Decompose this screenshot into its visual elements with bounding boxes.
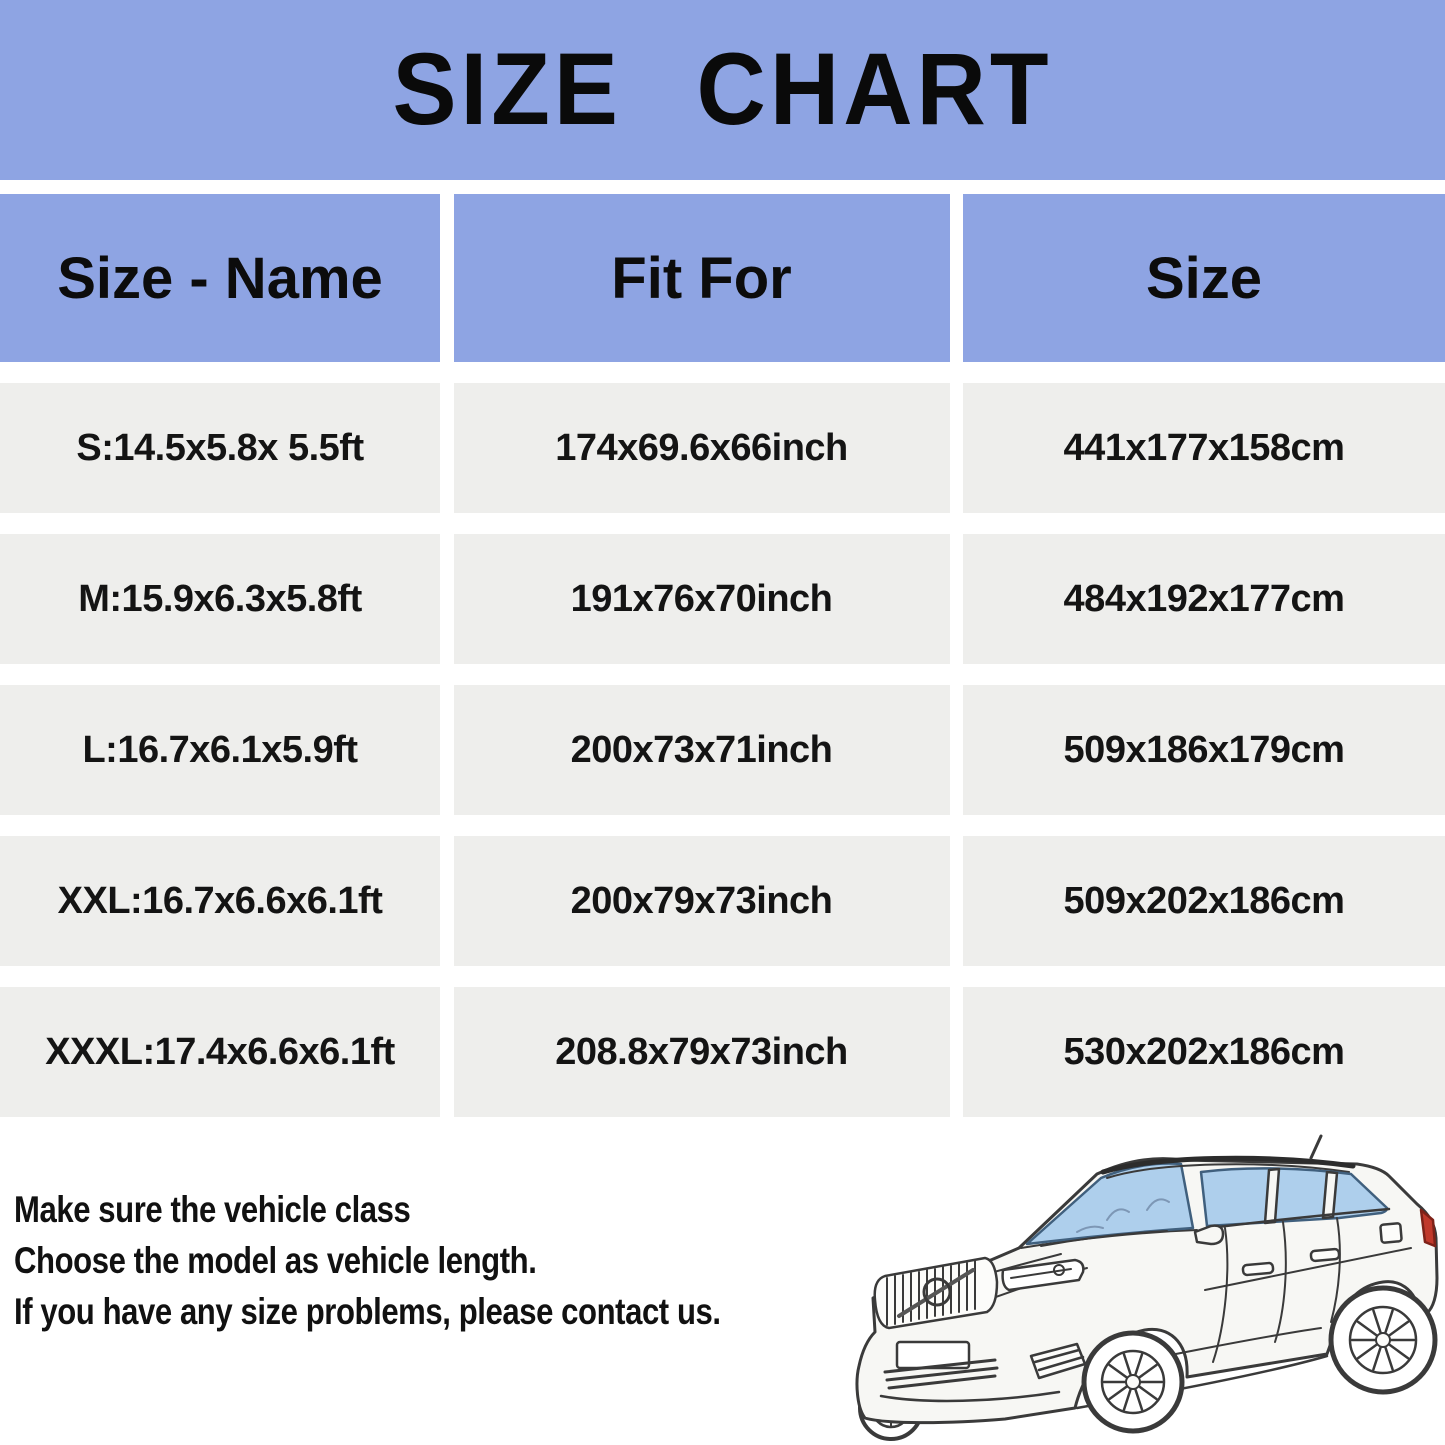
page-title: SIZE CHART xyxy=(392,32,1053,147)
column-header-size: Size xyxy=(963,194,1445,362)
table-cell: 509x186x179cm xyxy=(963,685,1445,815)
title-banner xyxy=(0,0,1445,180)
fuel-door xyxy=(1380,1223,1401,1243)
size-table xyxy=(0,194,1445,1117)
note-line: Choose the model as vehicle length. xyxy=(14,1240,537,1281)
table-cell: 208.8x79x73inch xyxy=(454,987,950,1117)
front-wheel xyxy=(1084,1333,1182,1431)
table-cell: XXXL:17.4x6.6x6.1ft xyxy=(0,987,440,1117)
table-cell: XXL:16.7x6.6x6.1ft xyxy=(0,836,440,966)
rear-wheel xyxy=(1331,1288,1435,1392)
table-cell: 191x76x70inch xyxy=(454,534,950,664)
table-cell: 484x192x177cm xyxy=(963,534,1445,664)
size-notes xyxy=(14,1184,721,1337)
column-header-size-name: Size - Name xyxy=(0,194,440,362)
table-cell: S:14.5x5.8x 5.5ft xyxy=(0,383,440,513)
antenna xyxy=(1311,1136,1321,1158)
note-line: If you have any size problems, please contact us. xyxy=(14,1291,721,1332)
table-cell: 509x202x186cm xyxy=(963,836,1445,966)
note-line: Make sure the vehicle class xyxy=(14,1189,411,1230)
column-header-fit-for: Fit For xyxy=(454,194,950,362)
table-cell: 200x73x71inch xyxy=(454,685,950,815)
table-cell: M:15.9x6.3x5.8ft xyxy=(0,534,440,664)
table-cell: 441x177x158cm xyxy=(963,383,1445,513)
door-handle xyxy=(1243,1263,1274,1276)
table-cell: 200x79x73inch xyxy=(454,836,950,966)
table-cell: L:16.7x6.1x5.9ft xyxy=(0,685,440,815)
door-handle xyxy=(1311,1249,1340,1261)
table-cell: 530x202x186cm xyxy=(963,987,1445,1117)
suv-line-drawing xyxy=(845,1120,1445,1445)
table-cell: 174x69.6x66inch xyxy=(454,383,950,513)
